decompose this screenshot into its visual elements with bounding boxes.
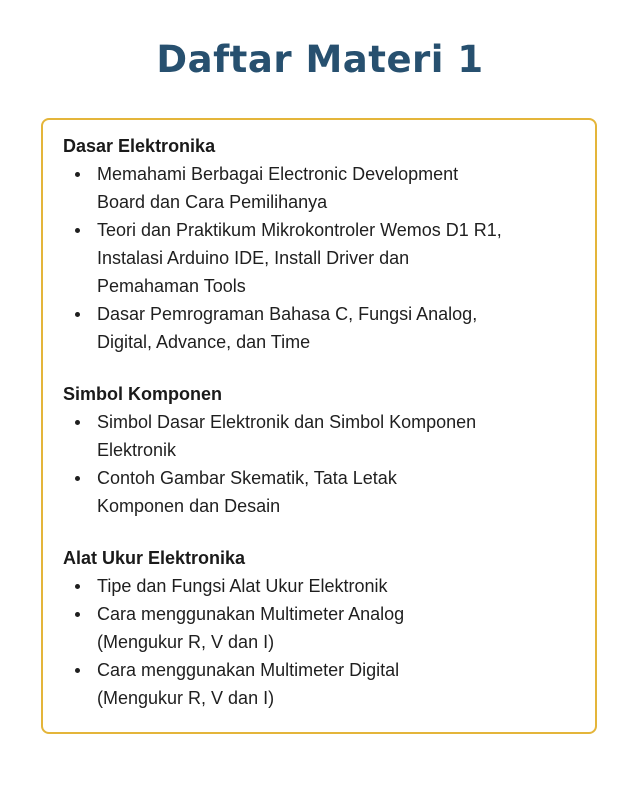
section-simbol-komponen <box>63 382 577 520</box>
list-item <box>63 572 577 600</box>
list-item <box>63 216 577 300</box>
item-line: Contoh Gambar Skematik, Tata Letak <box>97 468 397 488</box>
section-heading: Dasar Elektronika <box>63 136 216 156</box>
item-line: Pemahaman Tools <box>97 276 246 296</box>
bullet-icon <box>75 612 80 617</box>
section-heading: Simbol Komponen <box>63 384 222 404</box>
item-line: Komponen dan Desain <box>97 496 281 516</box>
bullet-icon <box>75 584 80 589</box>
item-line: Digital, Advance, dan Time <box>97 332 311 352</box>
list-item <box>63 160 577 216</box>
item-line: (Mengukur R, V dan I) <box>97 632 275 652</box>
section-alat-ukur-elektronika <box>63 546 577 712</box>
list-item <box>63 656 577 712</box>
materials-card <box>41 118 597 734</box>
item-line: Dasar Pemrograman Bahasa C, Fungsi Analog, <box>97 304 478 324</box>
bullet-icon <box>75 312 80 317</box>
item-line: Board dan Cara Pemilihanya <box>97 192 328 212</box>
item-line: (Mengukur R, V dan I) <box>97 688 275 708</box>
list-item <box>63 300 577 356</box>
item-line: Cara menggunakan Multimeter Analog <box>97 604 405 624</box>
list-item <box>63 408 577 464</box>
item-line: Memahami Berbagai Electronic Development <box>97 164 459 184</box>
item-list <box>63 572 577 712</box>
item-list <box>63 160 577 356</box>
item-list <box>63 408 577 520</box>
bullet-icon <box>75 228 80 233</box>
item-line: Tipe dan Fungsi Alat Ukur Elektronik <box>97 576 388 596</box>
bullet-icon <box>75 476 80 481</box>
section-heading: Alat Ukur Elektronika <box>63 548 246 568</box>
item-line: Simbol Dasar Elektronik dan Simbol Komponen <box>97 412 477 432</box>
item-line: Cara menggunakan Multimeter Digital <box>97 660 400 680</box>
list-item <box>63 600 577 656</box>
section-dasar-elektronika <box>63 134 577 356</box>
page-title: Daftar Materi 1 <box>156 38 484 81</box>
bullet-icon <box>75 172 80 177</box>
item-line: Elektronik <box>97 440 177 460</box>
bullet-icon <box>75 668 80 673</box>
item-line: Instalasi Arduino IDE, Install Driver dan <box>97 248 410 268</box>
item-line: Teori dan Praktikum Mikrokontroler Wemos D1 R1, <box>97 220 502 240</box>
bullet-icon <box>75 420 80 425</box>
list-item <box>63 464 577 520</box>
